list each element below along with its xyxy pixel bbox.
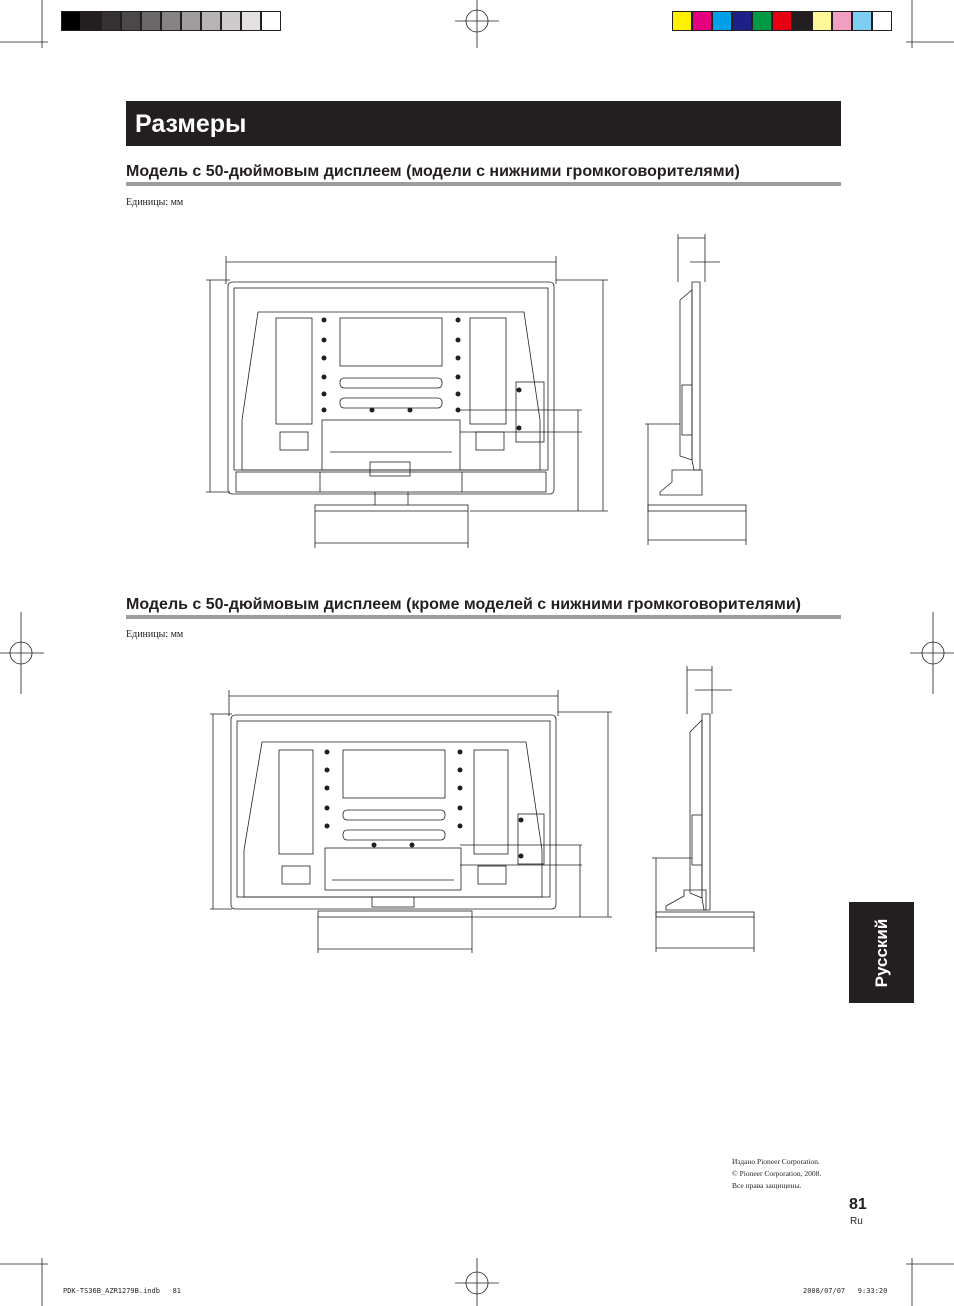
units-label-2: Единицы: мм [126,629,184,640]
footer-timestamp: 2008/07/07 9:33:20 [803,1287,888,1295]
rear-view-no-bottom-speakers [210,690,612,953]
publisher-notice [732,1156,821,1192]
page-language-code: Ru [850,1216,863,1227]
side-view-bottom-speakers [645,234,746,545]
section-heading-bottom-speakers: Модель с 50-дюймовым дисплеем (модели с нижними громкоговорителями) [126,163,841,186]
footer-file-name: PDK-TS36B_AZR1279B.indb 81 [63,1287,182,1295]
publisher-line-2: © Pioneer Corporation, 2008. [732,1169,822,1178]
units-label-1: Единицы: мм [126,197,184,208]
page-number: 81 [849,1196,867,1213]
publisher-line-3: Все права защищены. [732,1181,802,1190]
page-title: Размеры [126,101,841,146]
language-tab-label: Русский [871,918,891,987]
publisher-line-1: Издано Pioneer Corporation. [732,1157,820,1166]
rear-view-bottom-speakers [206,256,608,548]
section-heading-no-bottom-speakers: Модель с 50-дюймовым дисплеем (кроме моделей с нижними громкоговорителями) [126,596,841,619]
side-view-no-bottom-speakers [652,666,754,952]
language-tab [849,902,914,1003]
